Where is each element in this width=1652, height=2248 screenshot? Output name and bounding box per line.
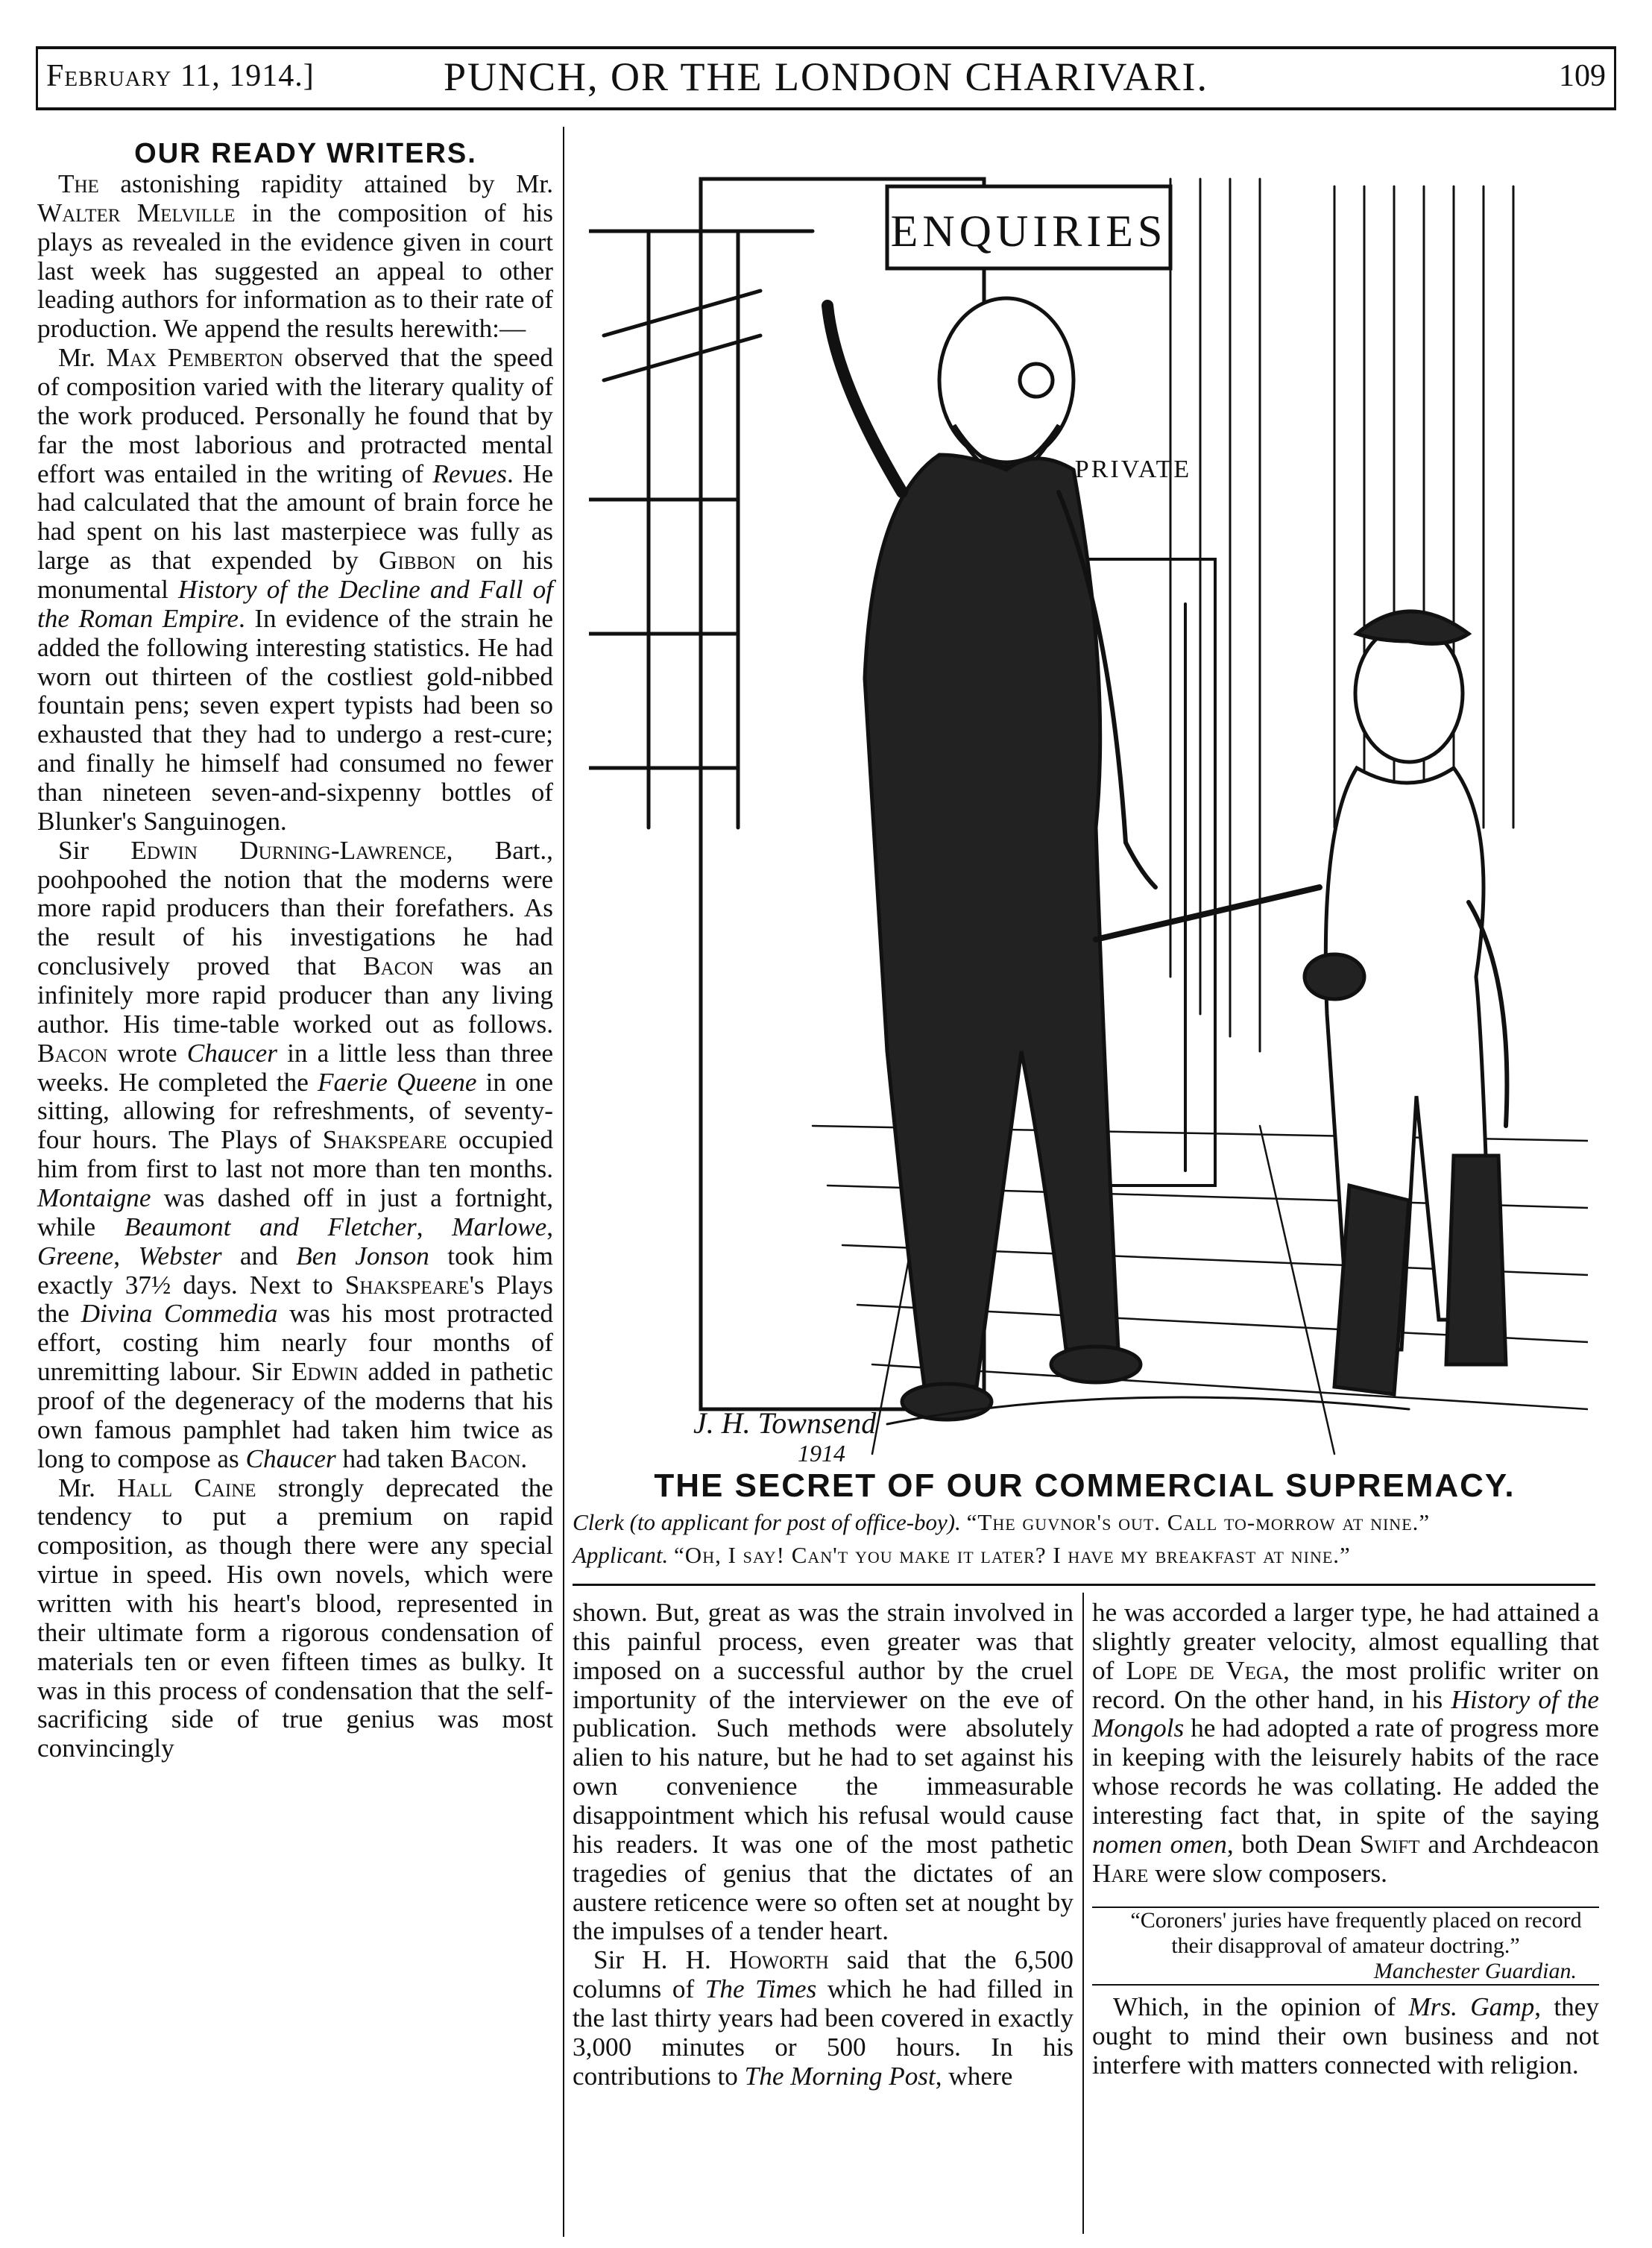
frame-right-rule bbox=[1614, 46, 1616, 110]
column-rule-left bbox=[563, 127, 564, 2237]
text-run: took him exactly 37½ days. Next to bbox=[37, 1241, 553, 1300]
article-paragraph-3 bbox=[37, 837, 553, 1474]
title-revues: Revues bbox=[432, 459, 507, 488]
title-the-times: The Times bbox=[704, 1974, 817, 2004]
text-run: Which, in the opinion of bbox=[1113, 1992, 1409, 2022]
text-run: had taken bbox=[335, 1443, 451, 1473]
header-bottom-rule bbox=[36, 107, 1616, 110]
text-run: was dashed off in just a fortnight, while bbox=[37, 1183, 553, 1241]
article-paragraph-4 bbox=[37, 1474, 553, 1764]
sign-top-text: ENQUIRIES bbox=[890, 207, 1167, 256]
text-run: . In evidence of the strain he added the following interesting statistics. He had worn out thirteen of the costliest gold-nibbed fountain pens; seven expert typists had been so exhausted that they had to undergo a rest-cure; and finally he himself had consumed no fewer than nineteen seven-and-sixpenny bottles of Blunker's Sanguinogen. bbox=[37, 603, 553, 836]
clerk-figure bbox=[827, 298, 1320, 1420]
name-howorth: Howorth bbox=[729, 1945, 829, 1975]
header-top-rule bbox=[36, 46, 1616, 49]
text-run: strongly deprecated the tendency to put a premium on rapid composition, as though there were any special virtue in speed. His own novels, which were written with his heart's blood, represented in their ultimate form a rigorous condensation of materials ten or even fifteen times as bulky. It was in this process of condensation that the self-sacrificing side of true genius was most convincingly bbox=[37, 1473, 553, 1763]
text-run: said that the 6,500 columns of bbox=[573, 1945, 1074, 2004]
title-morning-post: The Morning Post bbox=[744, 2061, 936, 2091]
text-run: added in pathetic proof of the degeneracy of the moderns that his own famous pamphlet had taken him twice as long to compose as bbox=[37, 1357, 553, 1473]
text-run: wrote bbox=[107, 1038, 187, 1068]
title-webster: Webster bbox=[138, 1241, 222, 1271]
title-history-of-mongols: History of the Mongols bbox=[1092, 1684, 1600, 1743]
text-run: observed that the speed of composition varied with the literary quality of the work produced. Personally he found that by far the most laborious and protracted mental effort was entailed in the writing of bbox=[37, 343, 553, 488]
text-run: in one sitting, allowing for refreshments, of seventy-four hours. The Plays of bbox=[37, 1067, 554, 1155]
name-bacon: Bacon bbox=[450, 1443, 521, 1473]
name-shakspeare: Shakspeare bbox=[322, 1125, 447, 1155]
text-run: on his monumental bbox=[37, 546, 553, 604]
text-run: and bbox=[221, 1241, 297, 1271]
name-hare: Hare bbox=[1092, 1858, 1149, 1888]
article-paragraph-1 bbox=[37, 170, 553, 344]
cartoon-title: THE SECRET OF OUR COMMERCIAL SUPREMACY. bbox=[654, 1467, 1516, 1504]
name-durning-lawrence: Edwin Durning-Lawrence bbox=[130, 835, 447, 865]
caption-clerk-role: Clerk (to applicant for post of office-boy). bbox=[573, 1509, 961, 1535]
name-lope-de-vega: Lope de Vega bbox=[1126, 1655, 1284, 1685]
text-run: Sir H. H. bbox=[593, 1945, 730, 1975]
filler-bottom-rule bbox=[1092, 1984, 1599, 1986]
article-column-middle bbox=[573, 1599, 1074, 2091]
name-swift: Swift bbox=[1359, 1829, 1420, 1859]
caption-bottom-rule bbox=[573, 1584, 1595, 1586]
title-faerie-queene: Faerie Queene bbox=[318, 1067, 477, 1097]
name-walter-melville: Walter Melville bbox=[37, 198, 236, 227]
name-hall-caine: Hall Caine bbox=[117, 1473, 256, 1502]
text-run: Sir bbox=[58, 835, 131, 865]
article-paragraph-6 bbox=[573, 1946, 1074, 2091]
header-title: PUNCH, OR THE LONDON CHARIVARI. bbox=[443, 54, 1209, 99]
name-bacon: Bacon bbox=[363, 951, 434, 981]
filler-quote: “Coroners' juries have frequently placed on record their disapproval of amateur doctring.” bbox=[1130, 1907, 1582, 1958]
title-divina-commedia: Divina Commedia bbox=[81, 1299, 278, 1329]
name-max-pemberton: Max Pemberton bbox=[106, 343, 283, 373]
article-paragraph-5: shown. But, great as was the strain involved in this painful process, even greater was that imposed on a successful author by the cruel importunity of the interviewer on the eve of publication. Such methods were absolutely alien to his nature, but he had to set against his own convenience the immeasurable disappointment which his refusal would cause his readers. It was one of the most pathetic tragedies of genius that the dictates of an austere reticence were so often set at nought by the impulses of a tender heart. bbox=[573, 1598, 1074, 1946]
text-run: occupied him from first to last not more than ten months. bbox=[37, 1125, 553, 1184]
text-run: he was accorded a larger type, he had attained a slightly greater velocity, almost equalling that of bbox=[1092, 1598, 1599, 1685]
article-column-left bbox=[37, 139, 553, 1763]
caption-applicant bbox=[573, 1542, 1594, 1569]
text-run: , bbox=[113, 1241, 139, 1271]
sign-door-text: PRIVATE bbox=[1074, 456, 1192, 483]
text-run: and Archdeacon bbox=[1419, 1829, 1600, 1859]
text-run: , bbox=[546, 1212, 553, 1241]
name-gibbon: Gibbon bbox=[379, 546, 456, 576]
drop-word: The bbox=[58, 169, 99, 198]
text-run: , Bart., poohpoohed the notion that the moderns were more rapid producers than their forefathers. As the result of his investigations he had conclusively proved that bbox=[37, 835, 553, 981]
text-run: were slow composers. bbox=[1148, 1858, 1387, 1888]
artist-signature-year: 1914 bbox=[798, 1440, 845, 1467]
header-page-number: 109 bbox=[1559, 59, 1606, 93]
title-beaumont-fletcher: Beaumont and Fletcher bbox=[124, 1212, 417, 1241]
column-rule-right bbox=[1082, 1593, 1084, 2234]
text-run: . He had calculated that the amount of brain force he had spent on his last masterpiece was fully as large as that expended by bbox=[37, 459, 553, 576]
page-header bbox=[36, 51, 1616, 106]
frame-left-rule bbox=[36, 46, 38, 110]
artist-signature: J. H. Townsend bbox=[693, 1406, 877, 1440]
text-run: , bbox=[416, 1212, 453, 1241]
filler-top-rule bbox=[1092, 1907, 1599, 1908]
text-run: Mr. bbox=[58, 1473, 118, 1502]
text-run: which he had filled in the last thirty years had been covered in exactly 3,000 minutes or 500 hours. In his contributions to bbox=[573, 1974, 1074, 2091]
name-bacon: Bacon bbox=[37, 1038, 108, 1068]
text-run: , the most prolific writer on record. On the other hand, in his bbox=[1092, 1655, 1599, 1714]
article-paragraph-7 bbox=[1092, 1599, 1599, 1889]
title-decline-and-fall: History of the Decline and Fall of the Roman Empire bbox=[37, 574, 553, 633]
title-chaucer: Chaucer bbox=[186, 1038, 277, 1068]
text-run: 's Plays the bbox=[37, 1270, 553, 1329]
name-shakspeare: Shakspeare bbox=[344, 1270, 470, 1300]
header-date: February 11, 1914.] bbox=[46, 59, 315, 93]
title-ben-jonson: Ben Jonson bbox=[296, 1241, 429, 1271]
text-run: in the composition of his plays as revealed in the evidence given in court last week has suggested an appeal to other leading authors for information as to their rate of production. We append the results herewith:— bbox=[37, 198, 554, 344]
article-paragraph-2 bbox=[37, 344, 553, 837]
title-marlowe: Marlowe bbox=[452, 1212, 547, 1241]
title-greene: Greene bbox=[37, 1241, 114, 1271]
text-run: Mr. bbox=[58, 343, 107, 373]
article-column-right bbox=[1092, 1599, 1599, 2080]
filler-quote-block bbox=[1092, 1908, 1599, 1985]
filler-source: Manchester Guardian. bbox=[1373, 1958, 1577, 1983]
text-run: he had adopted a rate of progress more in keeping with the leisurely habits of the race whose records he was collating. He added the interesting fact that, in spite of the saying bbox=[1092, 1713, 1599, 1830]
caption-clerk-line: “The guvnor's out. Call to-morrow at nine.” bbox=[966, 1509, 1431, 1535]
text-run: , they ought to mind their own business and not interfere with matters connected with religion. bbox=[1092, 1992, 1599, 2079]
title-chaucer: Chaucer bbox=[245, 1443, 336, 1473]
text-run: astonishing rapidity attained by Mr. bbox=[98, 169, 553, 198]
text-run: was his most protracted effort, costing him nearly four months of unremitting labour. Sir bbox=[37, 1299, 553, 1387]
filler-comment bbox=[1092, 1993, 1599, 2080]
title-montaigne: Montaigne bbox=[37, 1183, 151, 1213]
text-run: , where bbox=[935, 2061, 1013, 2091]
caption-clerk bbox=[573, 1509, 1594, 1536]
name-mrs-gamp: Mrs. Gamp bbox=[1408, 1992, 1535, 2022]
cartoon-illustration bbox=[589, 157, 1588, 1469]
text-run: was an infinitely more rapid producer than any living author. His time-table worked out as follows. bbox=[37, 951, 554, 1039]
name-edwin: Edwin bbox=[291, 1357, 359, 1387]
text-run: , both Dean bbox=[1226, 1829, 1360, 1859]
text-run: . bbox=[520, 1443, 528, 1473]
caption-applicant-line: “Oh, I say! Can't you make it later? I have my breakfast at nine.” bbox=[674, 1542, 1351, 1568]
caption-applicant-role: Applicant. bbox=[573, 1542, 669, 1568]
phrase-nomen-omen: nomen omen bbox=[1092, 1829, 1227, 1859]
article-heading: OUR READY WRITERS. bbox=[134, 138, 477, 169]
text-run: in a little less than three weeks. He completed the bbox=[37, 1038, 553, 1097]
